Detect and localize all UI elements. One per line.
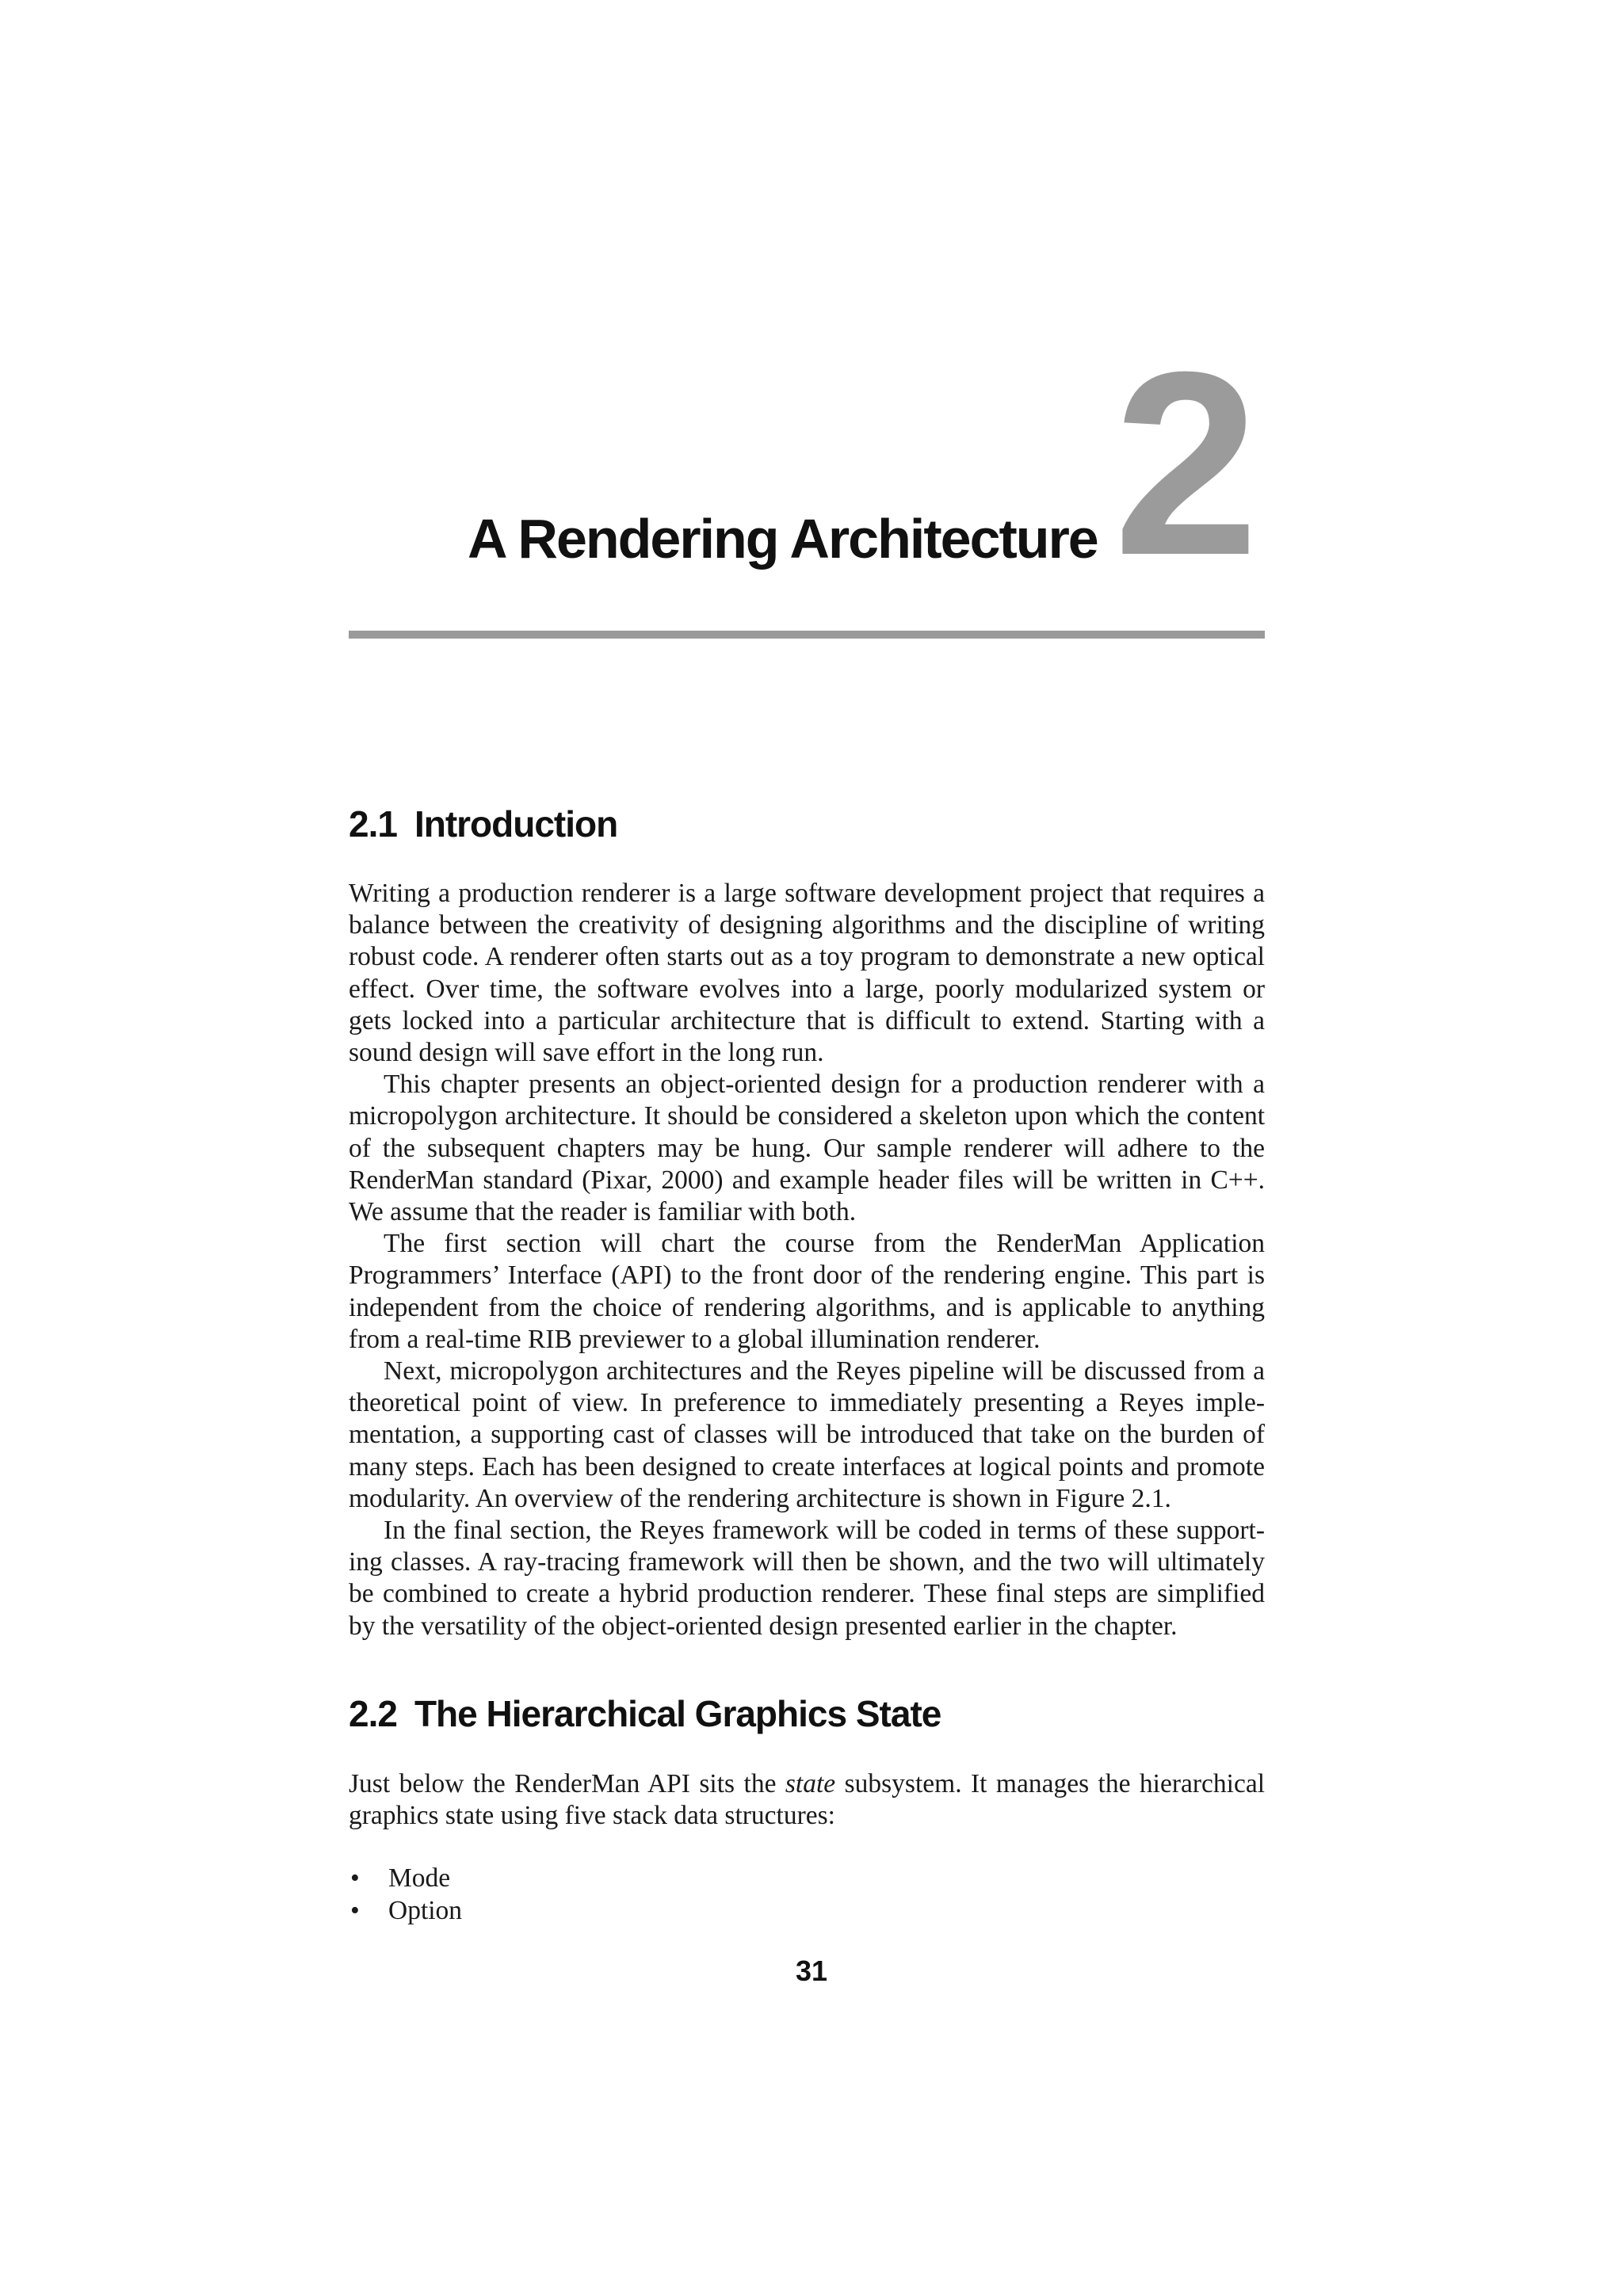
section-heading-introduction [349, 802, 617, 846]
introduction-body [349, 878, 1265, 1642]
section-heading-graphics-state [349, 1691, 941, 1736]
text-run: subsystem. It manages the hierarchical graphics state using five stack data structures: [349, 1769, 1265, 1831]
emphasis-state: state [785, 1769, 836, 1798]
page-number: 31 [795, 1955, 828, 1987]
paragraph [349, 1768, 1265, 1832]
bullet-icon: • [350, 1863, 360, 1893]
bullet-icon: • [350, 1896, 360, 1925]
paragraph: In the final section, the Reyes framework will be coded in terms of these supporting classes. A ray-tracing framework will then be shown, and the two will ultimately be combined to create a hybrid production renderer. These final steps are simplified by the versatility of the object-oriented design presented earlier in the chapter. [349, 1516, 1265, 1641]
paragraph: Writing a production renderer is a large software development project that requires a balance between the creativity of designing algorithms and the discipline of writing robust code. A renderer often starts out as a toy program to demonstrate a new optical effect. Over time, the software evolves into a large, poorly modularized system or gets locked into a particular architecture that is difficult to extend. Starting with a sound design will save effort in the long run. [349, 879, 1265, 1068]
chapter-title: A Rendering Architecture [468, 508, 1098, 570]
chapter-divider-rule [349, 631, 1265, 639]
graphics-state-body [349, 1768, 1265, 1832]
paragraph: The first section will chart the course from the RenderMan Application Programmers’ Interface (API) to the front door of the rendering engine. This part is independent from the choice of rendering algorithms, and is applicable to anything from a real-time RIB previewer to a global illumination renderer. [349, 1229, 1265, 1354]
list-item-label: Mode [388, 1863, 451, 1893]
text-run: Just below the RenderMan API sits the [349, 1769, 785, 1798]
section-title: Introduction [414, 803, 618, 845]
section-title: The Hierarchical Graphics State [414, 1693, 941, 1734]
list-item-label: Option [388, 1896, 463, 1925]
list-item [349, 1862, 1265, 1894]
section-number: 2.2 [349, 1693, 397, 1734]
chapter-number: 2 [1113, 317, 1253, 609]
paragraph: Next, micropolygon architectures and the Reyes pipeline will be discussed from a theoretical point of view. In preference to immediately presenting a Reyes implementation, a supporting cast of classes will be introduced that take on the burden of many steps. Each has been designed to create interfaces at logical points and promote modularity. An overview of the rendering architecture is shown in Figure 2.1. [349, 1356, 1265, 1513]
stack-structure-list [349, 1862, 1265, 1927]
section-number: 2.1 [349, 803, 397, 845]
list-item [349, 1894, 1265, 1927]
paragraph: This chapter presents an object-oriented design for a production renderer with a micropolygon architecture. It should be considered a skeleton upon which the content of the subsequent chapters may be hung. Our sample renderer will adhere to the RenderMan standard (Pixar, 2000) and example header files will be written in C++. We assume that the reader is familiar with both. [349, 1070, 1265, 1227]
